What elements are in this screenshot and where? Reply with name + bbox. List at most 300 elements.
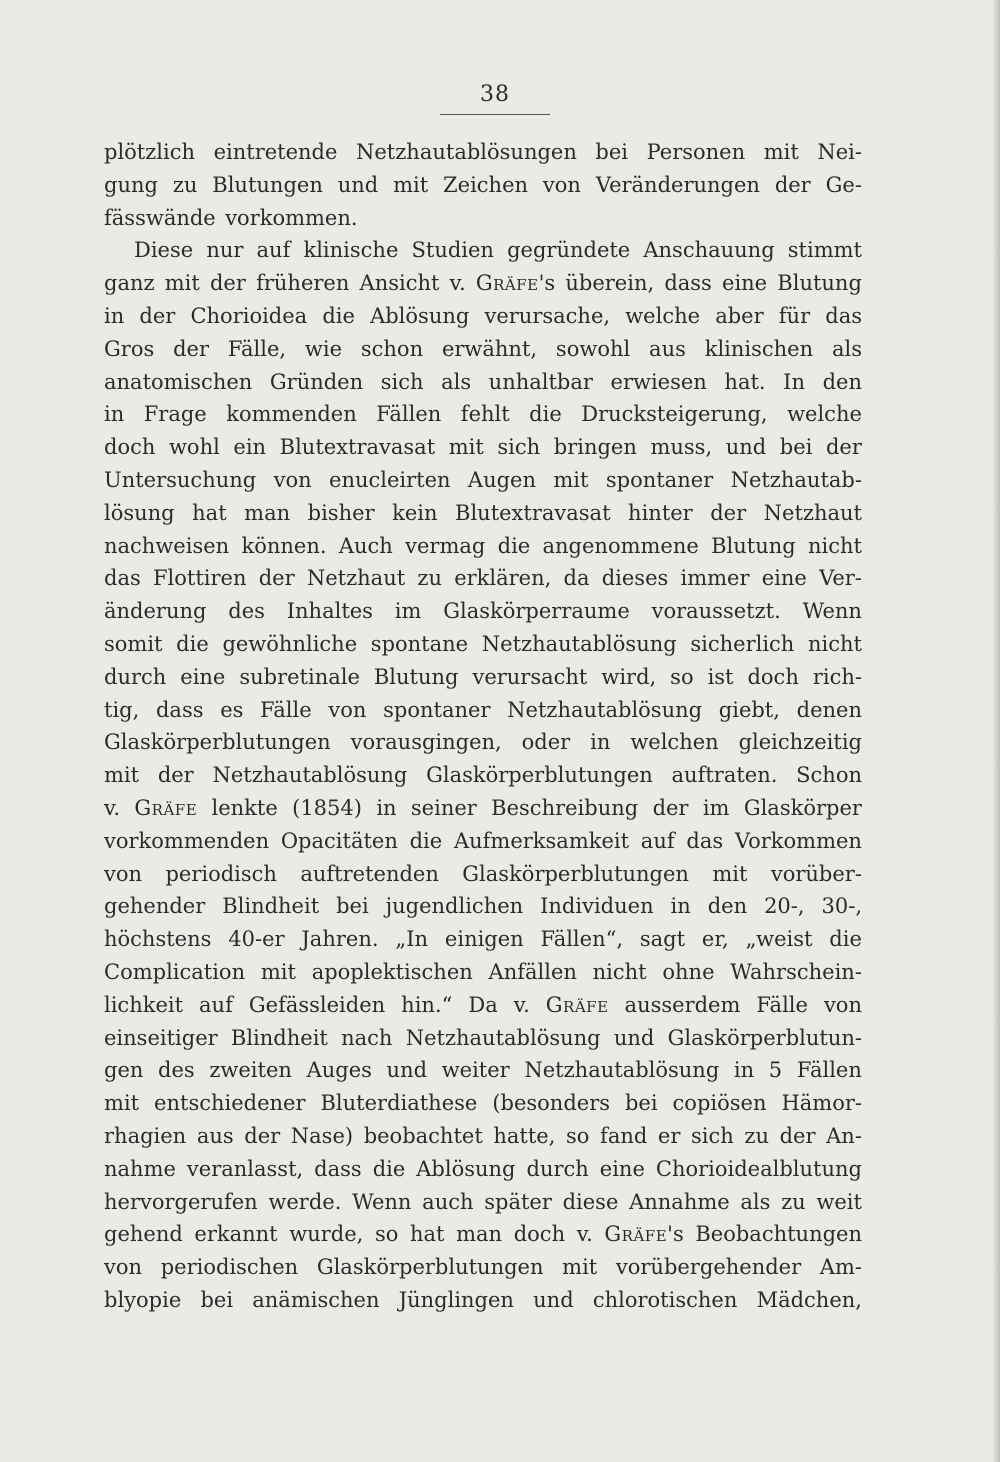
word: Augen <box>467 467 537 492</box>
word: Gräfe <box>134 795 198 820</box>
word: Blutung <box>777 271 862 296</box>
word: hinter <box>628 500 693 525</box>
word: einigen <box>444 927 524 952</box>
word: entschiedener <box>154 1091 306 1116</box>
word: sich <box>691 1123 734 1148</box>
word: chlorotischen <box>592 1287 738 1312</box>
word: 30-, <box>821 894 862 919</box>
text-line <box>104 628 862 661</box>
text-line <box>104 234 862 267</box>
word: seiner <box>410 795 477 820</box>
word: zu <box>172 172 198 197</box>
word: Netzhaut <box>306 566 406 591</box>
word: der <box>652 795 689 820</box>
word: nach <box>341 1025 393 1050</box>
word: so <box>374 1222 399 1247</box>
text-line <box>104 300 862 333</box>
text-line <box>104 530 862 563</box>
word: Mädchen, <box>756 1287 862 1312</box>
word: dass <box>314 1156 362 1181</box>
word: und <box>337 172 379 197</box>
word: v. <box>449 271 466 296</box>
word: spontaner <box>383 697 491 722</box>
word: nicht <box>808 533 862 558</box>
word: im <box>394 599 422 624</box>
word: unhaltbar <box>488 369 593 394</box>
word: auch <box>422 1189 474 1214</box>
word: mit <box>104 1091 140 1116</box>
word: Am- <box>819 1255 862 1280</box>
word: Personen <box>646 140 746 164</box>
text-line <box>104 1087 862 1120</box>
word: auftretenden <box>300 861 439 886</box>
word: Fällen <box>796 1058 862 1083</box>
word: Blindheit <box>230 1025 328 1050</box>
word: auftraten. <box>671 763 778 788</box>
word: aber <box>715 303 764 328</box>
word: sagt <box>639 927 686 952</box>
word: Untersuchung <box>104 467 257 492</box>
word: von <box>104 861 143 886</box>
word: bei <box>779 435 813 460</box>
word: als <box>441 369 472 394</box>
word: eine <box>599 1156 645 1181</box>
text-line <box>104 1022 862 1055</box>
word: Netzhautab- <box>730 467 862 492</box>
word: sicherlich <box>690 631 795 656</box>
word: denen <box>796 697 862 722</box>
word: enucleirten <box>329 467 451 492</box>
word: bringen <box>553 435 637 460</box>
text-line <box>104 497 862 530</box>
word: hat <box>192 500 227 525</box>
word: Complication <box>104 959 246 984</box>
word: doch <box>104 435 156 460</box>
word: Glaskörperblutungen <box>104 730 331 755</box>
word: bisher <box>307 500 375 525</box>
text-line <box>104 858 862 891</box>
word: aus <box>649 336 686 361</box>
text-line <box>104 136 862 169</box>
word: blyopie <box>104 1287 182 1312</box>
word: die <box>497 533 531 558</box>
word: Wahrschein- <box>730 959 862 984</box>
word: mit <box>553 467 589 492</box>
word: gleichzeitig <box>738 730 862 755</box>
word: änderung <box>104 599 207 624</box>
word: fand <box>600 1123 648 1148</box>
word: Glaskörperblutungen <box>426 763 653 788</box>
word: tig, <box>104 697 140 722</box>
text-line <box>104 267 862 300</box>
word: der <box>258 566 295 591</box>
word: Ablösung <box>416 1156 516 1181</box>
word: der <box>209 271 246 296</box>
text-line <box>104 202 862 235</box>
word: Aufmerksamkeit <box>453 828 630 853</box>
word: welchen <box>630 730 719 755</box>
word: die <box>372 1156 406 1181</box>
word: Auch <box>338 533 393 558</box>
word: zu <box>417 566 442 591</box>
word: Hämor- <box>781 1091 862 1116</box>
text-line <box>104 366 862 399</box>
word: auf <box>199 992 233 1017</box>
text-line <box>104 431 862 464</box>
word: verursache, <box>484 303 611 328</box>
word: 20-, <box>764 894 805 919</box>
word: sowohl <box>555 336 631 361</box>
word: rhagien <box>104 1123 187 1148</box>
word: Drucksteigerung, <box>581 402 768 427</box>
word: weit <box>816 1189 862 1214</box>
word: vorkommen. <box>225 205 358 230</box>
word: eintretende <box>213 140 338 164</box>
word: Vorkommen <box>734 828 862 853</box>
word: apoplektischen <box>311 959 473 984</box>
word: sich <box>380 369 424 394</box>
text-line <box>104 661 862 694</box>
word: den <box>822 369 862 394</box>
page-number-rule <box>440 114 550 115</box>
word: Jünglingen <box>398 1287 514 1312</box>
word: Glaskörperraume <box>443 599 630 624</box>
word: hervorgerufen <box>104 1189 258 1214</box>
word: er, <box>701 927 729 952</box>
word: doch <box>513 1222 566 1247</box>
word: gehend <box>104 1222 183 1247</box>
word: mit <box>164 271 200 296</box>
word: Ver- <box>819 566 862 591</box>
word: immer <box>680 566 750 591</box>
text-line <box>104 989 862 1022</box>
word: gegründete <box>507 238 631 263</box>
word: Blutextravasat <box>279 435 436 460</box>
text-line <box>104 726 862 759</box>
word: mit <box>393 172 429 197</box>
word: Inhaltes <box>286 599 373 624</box>
word: in <box>590 730 611 755</box>
word: wird, <box>601 664 657 689</box>
word: in <box>733 1058 755 1083</box>
word: Fälle <box>260 697 312 722</box>
word: bei <box>624 1091 658 1116</box>
word: beobachtet <box>363 1123 483 1148</box>
word: Auges <box>306 1058 372 1083</box>
word: Ansicht <box>359 271 440 296</box>
word: vorausgingen, <box>350 730 502 755</box>
word: kommenden <box>226 402 357 427</box>
word: bei <box>336 894 369 919</box>
word: Individuen <box>540 894 654 919</box>
word: vermag <box>405 533 486 558</box>
word: Ablösung <box>370 303 470 328</box>
word: das <box>104 566 141 591</box>
word: Netzhautablösung <box>524 1058 720 1083</box>
word: gen <box>104 1058 144 1083</box>
word: rich- <box>812 664 862 689</box>
word: ein <box>233 435 267 460</box>
page-edge-shadow <box>992 0 1000 1462</box>
word: Gräfe <box>545 992 609 1017</box>
word: vorüber- <box>770 861 862 886</box>
word: Annahme <box>629 1189 730 1214</box>
word: sich <box>497 435 541 460</box>
word: verursacht <box>472 664 588 689</box>
word: In <box>783 369 805 394</box>
word: von <box>823 992 862 1017</box>
word: Zeichen <box>443 172 529 197</box>
word: Blutung <box>711 533 796 558</box>
word: (besonders <box>492 1091 611 1116</box>
word: mit <box>260 959 296 984</box>
word: Studien <box>411 238 494 263</box>
word: Glaskörper <box>743 795 862 820</box>
word: spontaner <box>605 467 714 492</box>
word: durch <box>104 664 167 689</box>
word: v. <box>513 992 530 1017</box>
word: durch <box>526 1156 589 1181</box>
word: subretinale <box>239 664 360 689</box>
word: Gräfe's <box>604 1222 684 1247</box>
word: nachweisen <box>104 533 230 558</box>
word: oder <box>521 730 571 755</box>
word: diese <box>562 1189 619 1214</box>
word: mit <box>104 763 140 788</box>
word: hatte, <box>493 1123 556 1148</box>
word: bei <box>200 1287 234 1312</box>
word: erkannt <box>194 1222 278 1247</box>
word: Gründen <box>269 369 364 394</box>
word: lenkte <box>211 795 278 820</box>
word: lichkeit <box>104 992 184 1017</box>
word: Netzhautablösung <box>405 1025 601 1050</box>
word: Glaskörperblutun- <box>667 1025 862 1050</box>
word: doch <box>747 664 799 689</box>
word: Schon <box>796 763 862 788</box>
word: des <box>158 1058 195 1083</box>
word: Blutung <box>373 664 459 689</box>
word: spontane <box>370 631 469 656</box>
text-line <box>104 1284 862 1317</box>
word: Veränderungen <box>595 172 760 197</box>
word: voraussetzt. <box>651 599 781 624</box>
word: in <box>104 303 125 328</box>
word: und <box>533 1287 574 1312</box>
word: den <box>707 894 748 919</box>
word: Gros <box>104 336 155 361</box>
word: kein <box>392 500 438 525</box>
word: die <box>829 927 862 952</box>
word: der <box>779 1123 816 1148</box>
word: ganz <box>104 271 155 296</box>
word: als <box>831 336 862 361</box>
text-line <box>104 1153 862 1186</box>
word: mit <box>448 435 484 460</box>
word: der <box>157 763 194 788</box>
word: plötzlich <box>104 140 196 164</box>
word: man <box>456 1222 503 1247</box>
word: Blutextravasat <box>455 500 611 525</box>
word: das <box>825 303 862 328</box>
word: es <box>220 697 244 722</box>
word: der <box>710 500 747 525</box>
word: Jahren. <box>301 927 379 952</box>
word: zweiten <box>209 1058 292 1083</box>
word: von <box>273 467 312 492</box>
word: früheren <box>256 271 350 296</box>
word: Blutungen <box>212 172 323 197</box>
word: „weist <box>745 927 813 952</box>
text-line <box>104 694 862 727</box>
word: Anschauung <box>643 238 775 263</box>
word: anatomischen <box>104 369 253 394</box>
word: Glaskörperblutungen <box>462 861 689 886</box>
word: Fälle <box>756 992 808 1017</box>
word: der <box>774 172 811 197</box>
word: anämischen <box>252 1287 380 1312</box>
word: somit <box>104 631 163 656</box>
word: Fällen <box>376 402 442 427</box>
word: erwähnt, <box>441 336 538 361</box>
word: Netzhautablösung <box>481 631 677 656</box>
word: muss, <box>650 435 713 460</box>
word: schon <box>360 336 424 361</box>
text-line <box>104 595 862 628</box>
word: Bluterdiathese <box>320 1091 478 1116</box>
word: die <box>529 402 562 427</box>
word: Chorioidealblutung <box>655 1156 862 1181</box>
word: der <box>825 435 862 460</box>
word: nahme <box>104 1156 176 1181</box>
word: hin.“ <box>401 992 453 1017</box>
word: Beschreibung <box>491 795 639 820</box>
word: eine <box>180 664 226 689</box>
word: hat. <box>724 369 766 394</box>
text-line <box>104 759 862 792</box>
word: Glaskörperblutungen <box>316 1255 544 1280</box>
word: Flottiren <box>152 566 247 591</box>
word: nicht <box>592 959 647 984</box>
word: die <box>176 631 209 656</box>
word: Anfällen <box>488 959 577 984</box>
word: vorkommenden <box>104 828 270 853</box>
word: v. <box>576 1222 593 1247</box>
word: mit <box>562 1255 598 1280</box>
text-line <box>104 1251 862 1284</box>
text-line <box>104 562 862 595</box>
word: und <box>386 1058 428 1083</box>
word: gewöhnliche <box>222 631 358 656</box>
word: mit <box>712 861 748 886</box>
word: v. <box>104 795 121 820</box>
word: in <box>376 795 397 820</box>
word: wurde, <box>289 1222 364 1247</box>
word: periodisch <box>165 861 277 886</box>
word: zu <box>744 1123 769 1148</box>
word: er <box>657 1123 681 1148</box>
word: für <box>778 303 811 328</box>
word: auf <box>640 828 675 853</box>
text-line <box>104 956 862 989</box>
word: Netzhautablösung <box>507 697 703 722</box>
word: eine <box>722 271 768 296</box>
text-line <box>104 333 862 366</box>
word: Netzhautablösung <box>212 763 408 788</box>
text-line <box>104 825 862 858</box>
word: die <box>409 828 443 853</box>
text-line <box>104 1186 862 1219</box>
word: Wenn <box>802 599 862 624</box>
word: (1854) <box>292 795 362 820</box>
word: 40-er <box>228 927 285 952</box>
word: erwiesen <box>610 369 707 394</box>
word: veranlasst, <box>186 1156 304 1181</box>
word: ohne <box>662 959 715 984</box>
word: welche <box>625 303 701 328</box>
word: copiösen <box>672 1091 767 1116</box>
word: und <box>613 1025 655 1050</box>
word: Netzhautablösungen <box>356 140 577 164</box>
word: Gräfe's <box>475 271 556 296</box>
word: von <box>542 172 581 197</box>
word: An- <box>826 1123 862 1148</box>
word: ausserdem <box>624 992 741 1017</box>
word: zu <box>781 1189 806 1214</box>
word: stimmt <box>787 238 862 263</box>
word: gehender <box>104 894 206 919</box>
text-line <box>104 1218 862 1251</box>
word: fässwände <box>104 205 216 230</box>
word: giebt, <box>718 697 780 722</box>
word: Netzhaut <box>763 500 862 525</box>
word: des <box>228 599 265 624</box>
text-line <box>104 169 862 202</box>
text-line <box>104 923 862 956</box>
word: periodischen <box>160 1255 299 1280</box>
word: und <box>725 435 767 460</box>
word: erklären, <box>454 566 552 591</box>
word: später <box>484 1189 552 1214</box>
word: höchstens <box>104 927 212 952</box>
word: Chorioidea <box>190 303 308 328</box>
word: fehlt <box>460 402 510 427</box>
word: bei <box>595 140 629 164</box>
word: das <box>686 828 724 853</box>
word: Gefässleiden <box>248 992 386 1017</box>
word: lösung <box>104 500 175 525</box>
word: Fälle, <box>227 336 287 361</box>
word: der <box>173 336 209 361</box>
text-line <box>104 1054 862 1087</box>
text-line <box>104 792 862 825</box>
word: Blindheit <box>222 894 320 919</box>
word: in <box>670 894 691 919</box>
text-line <box>104 398 862 431</box>
word: angenommene <box>542 533 699 558</box>
word: ist <box>707 664 734 689</box>
word: von <box>104 1255 143 1280</box>
word: Beobachtungen <box>695 1222 862 1247</box>
word: als <box>740 1189 771 1214</box>
word: vorübergehender <box>615 1255 802 1280</box>
word: der <box>244 1123 281 1148</box>
word: jugendlichen <box>385 894 524 919</box>
word: Diese <box>134 238 194 263</box>
word: so <box>566 1123 590 1148</box>
word: da <box>563 566 590 591</box>
word: Frage <box>143 402 207 427</box>
